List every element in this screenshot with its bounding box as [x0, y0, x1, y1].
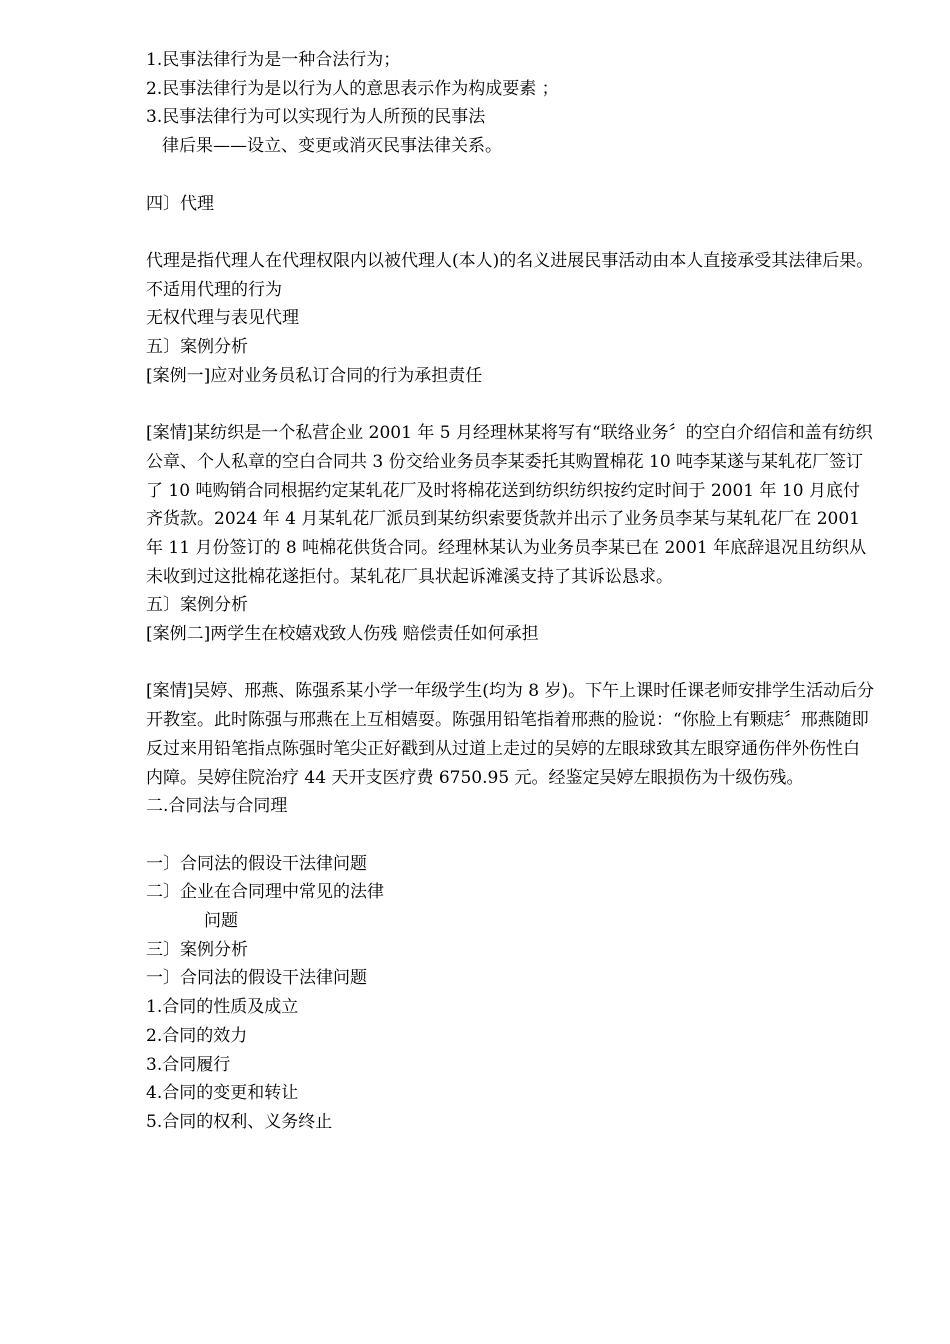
- list-item-3: 3.民事法律行为可以实现行为人所预的民事法: [146, 107, 486, 128]
- section-heading-case-analysis: 五〕案例分析: [146, 595, 248, 616]
- case-details-2: [案情]吴婷、邢燕、陈强系某小学一年级学生(均为 8 岁)。下午上课时任课老师安排学生活动后分开教室。此时陈强与邢燕在上互相嬉耍。陈强用铅笔指着邢燕的脸说：“你脸上有颗痣〞邢燕随即反过来用铅笔指点陈强时笔尖正好戳到从过道上走过的吴婷的左眼球致其左眼穿通伤伴外伤性白内障。吴婷住院治疗 44 天开支医疗费 6750.95 元。经鉴定吴婷左眼损伤为十级伤残。: [146, 681, 875, 788]
- outline-item-continued: 问题: [204, 911, 238, 932]
- section-heading-agency: 四〕代理: [146, 193, 214, 214]
- outline-item: 一〕合同法的假设干法律问题: [146, 853, 367, 874]
- case-title-2: [案例二]两学生在校嬉戏致人伤残 赔偿责任如何承担: [146, 624, 539, 645]
- document-body: [146, 46, 876, 1137]
- paragraph-line: 无权代理与表见代理: [146, 308, 299, 329]
- case-title-1: [案例一]应对业务员私订合同的行为承担责任: [146, 365, 483, 386]
- case-details-1: [案情]某纺织是一个私营企业 2001 年 5 月经理林某将写有“联络业务〞的空白介绍信和盖有纺织公章、个人私章的空白合同共 3 份交给业务员李某委托其购置棉花 10 吨李某遂与某轧花厂签订了 10 吨购销合同根据约定某轧花厂及时将棉花送到纺织纺织按约定时间于 2001 年 10 月底付齐货款。2024 年 4 月某轧花厂派员到某纺织索要货款并出示了业务员李某与某轧花厂在 2001 年 11 月份签订的 8 吨棉花供货合同。经理林某认为业务员李某已在 2001 年底辞退况且纺织从未收到过这批棉花遂拒付。某轧花厂具状起诉滩溪支持了其诉讼恳求。: [146, 423, 873, 587]
- list-item-1: 1.民事法律行为是一种合法行为；: [146, 50, 401, 70]
- outline-item: 一〕合同法的假设干法律问题: [146, 968, 367, 989]
- section-heading-contract-law: 二.合同法与合同理: [146, 796, 288, 817]
- spacer: [146, 161, 876, 190]
- list-item-2: 2.民事法律行为是以行为人的意思表示作为构成要素 ；: [146, 78, 559, 99]
- paragraph-agency-definition: 代理是指代理人在代理权限内以被代理人(本人)的名义进展民事活动由本人直接承受其法律后果。: [146, 250, 874, 271]
- list-item: 3.合同履行: [146, 1054, 231, 1075]
- spacer: [146, 649, 876, 678]
- list-item: 1.合同的性质及成立: [146, 997, 299, 1018]
- outline-item: 二〕企业在合同理中常见的法律: [146, 882, 384, 903]
- spacer: [146, 218, 876, 247]
- spacer: [146, 821, 876, 850]
- list-item-3-continued: 律后果——设立、变更或消灭民事法律关系。: [162, 136, 502, 157]
- list-item: 4.合同的变更和转让: [146, 1083, 299, 1104]
- spacer: [146, 390, 876, 419]
- list-item: 5.合同的权利、义务终止: [146, 1111, 333, 1132]
- list-item: 2.合同的效力: [146, 1025, 248, 1046]
- paragraph-line: 不适用代理的行为: [146, 279, 282, 300]
- section-heading-case-analysis: 五〕案例分析: [146, 337, 248, 357]
- outline-item: 三〕案例分析: [146, 939, 248, 960]
